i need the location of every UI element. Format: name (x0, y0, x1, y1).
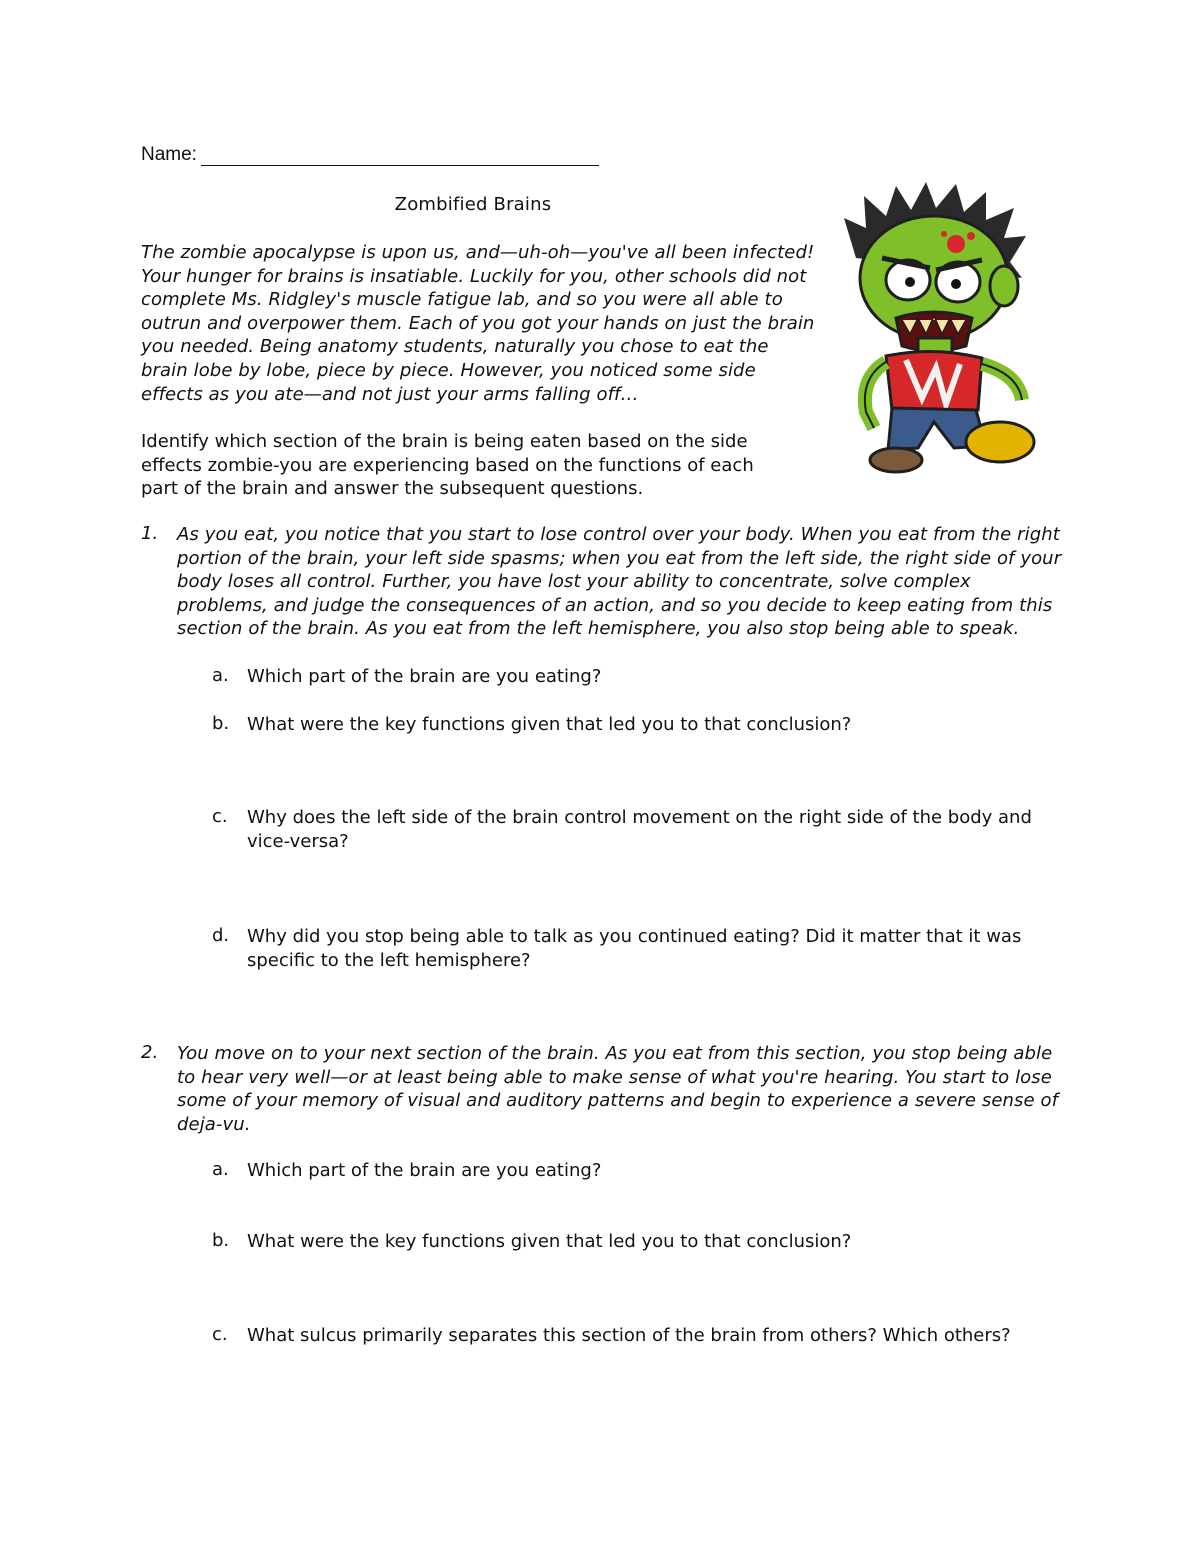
question-2-number: 2. (141, 1042, 159, 1063)
question-2c-letter: c. (212, 1324, 228, 1345)
question-2c-text: What sulcus primarily separates this section of the brain from others? Which others? (247, 1325, 1011, 1346)
question-1d-letter: d. (212, 925, 230, 946)
name-row (141, 144, 599, 166)
intro-paragraph: The zombie apocalypse is upon us, and—uh-oh—you've all been infected! Your hunger for brains is insatiable. Luckily for you, other schools did not complete Ms. Ridgley's muscle fatigue lab, and so you were all able to outrun and overpower them. Each of you got your hands on just the brain you needed. Being anatomy students, naturally you chose to eat the brain lobe by lobe, piece by piece. However, you noticed some side effects as you ate—and not just your arms falling off… (141, 242, 815, 405)
question-1c-text: Why does the left side of the brain control movement on the right side of the body and vice-versa? (247, 807, 1032, 852)
question-1-text: As you eat, you notice that you start to lose control over your body. When you eat from the right portion of the brain, your left side spasms; when you eat from the left side, the right side of your body loses all control. Further, you have lost your ability to concentrate, solve complex problems, and judge the consequences of an action, and so you decide to keep eating from this section of the brain. As you eat from the left hemisphere, you also stop being able to speak. (177, 524, 1062, 640)
question-1-number: 1. (141, 523, 159, 544)
question-2-text: You move on to your next section of the brain. As you eat from this section, you stop being able to hear very well—or at least being able to make sense of what you're hearing. You start to lose some of your memory of visual and auditory patterns and begin to experience a severe sense of deja-vu. (177, 1043, 1059, 1135)
question-2b-letter: b. (212, 1230, 230, 1251)
question-2a-text: Which part of the brain are you eating? (247, 1160, 602, 1181)
worksheet-title: Zombified Brains (394, 194, 552, 215)
question-1a-letter: a. (212, 665, 229, 686)
zombie-icon (826, 178, 1050, 478)
question-1b-text: What were the key functions given that led you to that conclusion? (247, 714, 852, 735)
question-2b-text: What were the key functions given that led you to that conclusion? (247, 1231, 852, 1252)
name-label: Name: (141, 144, 197, 165)
question-2a-letter: a. (212, 1159, 229, 1180)
question-1a-text: Which part of the brain are you eating? (247, 666, 602, 687)
question-1c-letter: c. (212, 806, 228, 827)
question-1d-text: Why did you stop being able to talk as you continued eating? Did it matter that it was specific to the left hemisphere? (247, 926, 1022, 971)
name-blank-line[interactable] (201, 145, 599, 166)
question-1b-letter: b. (212, 713, 230, 734)
instructions-paragraph: Identify which section of the brain is being eaten based on the side effects zombie-you are experiencing based on the functions of each part of the brain and answer the subsequent questions. (141, 431, 754, 500)
